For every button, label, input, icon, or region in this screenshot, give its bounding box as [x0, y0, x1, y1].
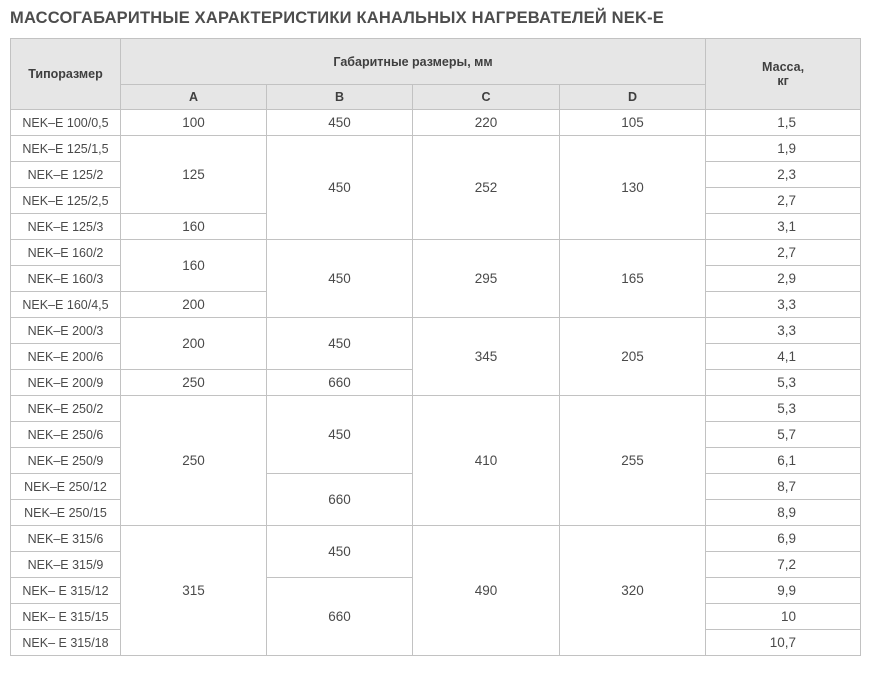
- mass-cell: 8,7: [706, 474, 861, 500]
- mass-cell: 3,3: [706, 292, 861, 318]
- b-cell: 660: [267, 578, 413, 656]
- type-cell: NEK–E 125/2: [11, 162, 121, 188]
- d-cell: 105: [560, 110, 706, 136]
- type-cell: NEK–E 250/15: [11, 500, 121, 526]
- mass-cell: 10,7: [706, 630, 861, 656]
- b-cell: 450: [267, 110, 413, 136]
- mass-cell: 5,7: [706, 422, 861, 448]
- d-cell: 320: [560, 526, 706, 656]
- type-cell: NEK–E 160/2: [11, 240, 121, 266]
- type-cell: NEK–E 200/6: [11, 344, 121, 370]
- type-cell: NEK–E 250/9: [11, 448, 121, 474]
- type-cell: NEK–E 125/3: [11, 214, 121, 240]
- header-b: B: [267, 85, 413, 110]
- a-cell: 160: [121, 214, 267, 240]
- b-cell: 450: [267, 526, 413, 578]
- header-a: A: [121, 85, 267, 110]
- a-cell: 160: [121, 240, 267, 292]
- header-mass-line2: кг: [777, 74, 789, 88]
- d-cell: 165: [560, 240, 706, 318]
- table-row: [11, 526, 861, 552]
- a-cell: 315: [121, 526, 267, 656]
- type-cell: NEK– E 315/15: [11, 604, 121, 630]
- header-dimensions: Габаритные размеры, мм: [121, 39, 706, 85]
- table-row: [11, 396, 861, 422]
- mass-cell: 2,9: [706, 266, 861, 292]
- header-c: C: [413, 85, 560, 110]
- table-row: [11, 318, 861, 344]
- a-cell: 250: [121, 370, 267, 396]
- a-cell: 200: [121, 292, 267, 318]
- type-cell: NEK–E 250/6: [11, 422, 121, 448]
- header-mass-line1: Масса,: [762, 60, 805, 74]
- specs-table: [10, 38, 861, 656]
- table-row: [11, 240, 861, 266]
- type-cell: NEK–E 200/9: [11, 370, 121, 396]
- header-type: Типоразмер: [11, 39, 121, 110]
- mass-cell: 2,7: [706, 240, 861, 266]
- mass-cell: 7,2: [706, 552, 861, 578]
- a-cell: 100: [121, 110, 267, 136]
- a-cell: 125: [121, 136, 267, 214]
- mass-cell: 3,1: [706, 214, 861, 240]
- page-title: МАССОГАБАРИТНЫЕ ХАРАКТЕРИСТИКИ КАНАЛЬНЫХ НАГРЕВАТЕЛЕЙ NEK-E: [10, 9, 665, 27]
- type-cell: NEK–E 160/3: [11, 266, 121, 292]
- d-cell: 255: [560, 396, 706, 526]
- c-cell: 295: [413, 240, 560, 318]
- mass-cell: 3,3: [706, 318, 861, 344]
- mass-cell: 9,9: [706, 578, 861, 604]
- b-cell: 660: [267, 474, 413, 526]
- b-cell: 660: [267, 370, 413, 396]
- type-cell: NEK–E 100/0,5: [11, 110, 121, 136]
- mass-cell: 5,3: [706, 370, 861, 396]
- header-d: D: [560, 85, 706, 110]
- c-cell: 410: [413, 396, 560, 526]
- c-cell: 345: [413, 318, 560, 396]
- table-row: [11, 136, 861, 162]
- mass-cell: 1,9: [706, 136, 861, 162]
- b-cell: 450: [267, 318, 413, 370]
- d-cell: 205: [560, 318, 706, 396]
- a-cell: 250: [121, 396, 267, 526]
- type-cell: NEK–E 160/4,5: [11, 292, 121, 318]
- mass-cell: 1,5: [706, 110, 861, 136]
- d-cell: 130: [560, 136, 706, 240]
- mass-cell: 2,7: [706, 188, 861, 214]
- c-cell: 490: [413, 526, 560, 656]
- type-cell: NEK–E 250/2: [11, 396, 121, 422]
- a-cell: 200: [121, 318, 267, 370]
- mass-cell: 6,9: [706, 526, 861, 552]
- type-cell: NEK–E 200/3: [11, 318, 121, 344]
- mass-cell: 4,1: [706, 344, 861, 370]
- b-cell: 450: [267, 136, 413, 240]
- b-cell: 450: [267, 240, 413, 318]
- mass-cell: 5,3: [706, 396, 861, 422]
- type-cell: NEK–E 125/1,5: [11, 136, 121, 162]
- b-cell: 450: [267, 396, 413, 474]
- type-cell: NEK– E 315/18: [11, 630, 121, 656]
- c-cell: 220: [413, 110, 560, 136]
- mass-cell: 8,9: [706, 500, 861, 526]
- table-row: [11, 110, 861, 136]
- type-cell: NEK–E 315/6: [11, 526, 121, 552]
- header-mass: [706, 39, 861, 110]
- mass-cell: 6,1: [706, 448, 861, 474]
- type-cell: NEK–E 125/2,5: [11, 188, 121, 214]
- type-cell: NEK–E 250/12: [11, 474, 121, 500]
- type-cell: NEK–E 315/9: [11, 552, 121, 578]
- mass-cell: 2,3: [706, 162, 861, 188]
- c-cell: 252: [413, 136, 560, 240]
- type-cell: NEK– E 315/12: [11, 578, 121, 604]
- mass-cell: 10: [706, 604, 861, 630]
